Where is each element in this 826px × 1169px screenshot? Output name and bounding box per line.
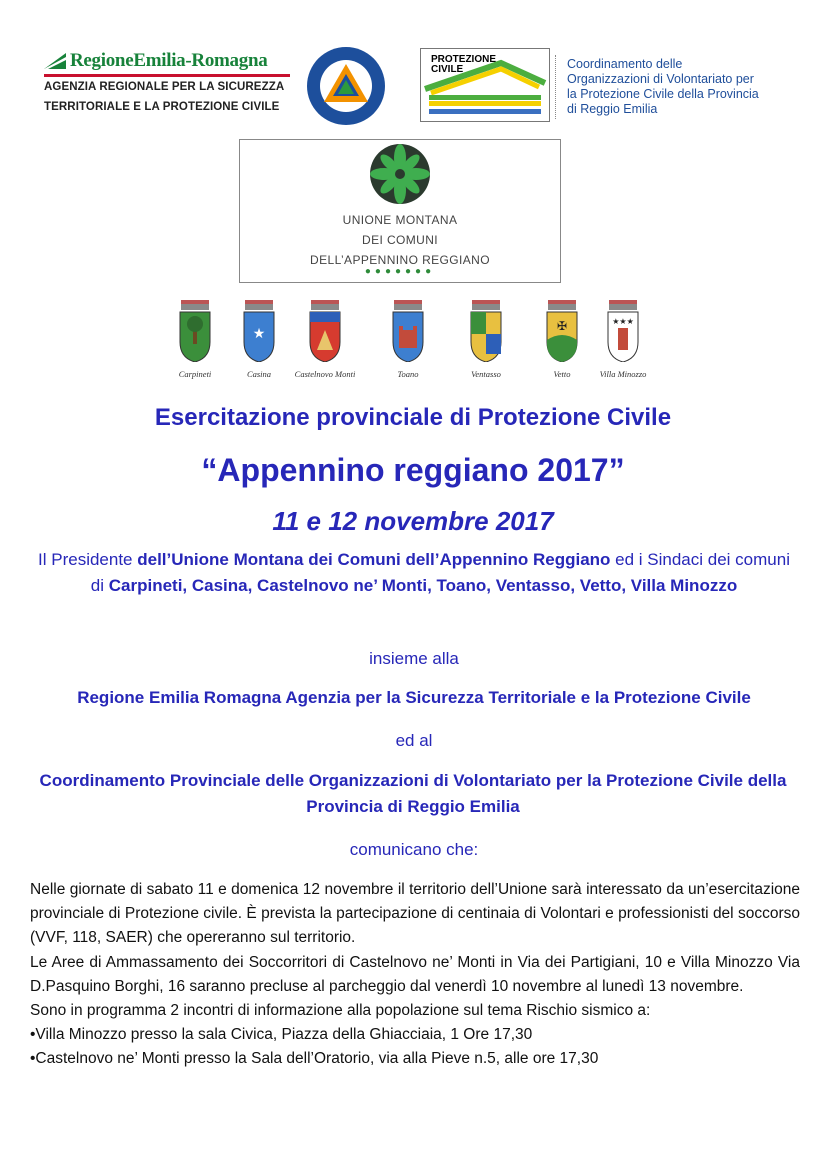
crest-carpineti [160, 300, 230, 379]
crest-name-carpineti: Carpineti [178, 369, 212, 379]
intro-part-c: ed i Sindaci dei comuni di [90, 550, 790, 595]
event-title: Esercitazione provinciale di Protezione Civile [154, 404, 672, 431]
header-divider [555, 55, 557, 119]
body-bullet-2: •Castelnovo ne’ Monti presso la Sala dell’Oratorio, via alla Pieve n.5, alle ore 17,30 [30, 1050, 599, 1068]
ventasso-crest-icon [466, 300, 506, 362]
svg-text:✠: ✠ [556, 319, 568, 333]
rer-logo-line1: AGENZIA REGIONALE PER LA SICUREZZA [44, 81, 285, 93]
leaf-emblem-icon [240, 140, 560, 210]
announcement-regione: Regione Emilia Romagna Agenzia per la Sicurezza Territoriale e la Protezione Civile [77, 688, 751, 707]
rer-agency-logo [44, 50, 294, 113]
union-line2: DEI COMUNI [362, 233, 438, 247]
crest-name-villa-minozzo: Villa Minozzo [599, 369, 647, 379]
event-subtitle: “Appennino reggiano 2017” [201, 452, 625, 488]
protezione-civile-volunteer-logo [420, 48, 550, 122]
crest-ventasso [451, 300, 521, 379]
union-line3: DELL’APPENNINO REGGIANO [310, 253, 490, 267]
rer-flag-icon [44, 53, 66, 69]
pc-box-line2: CIVILE [431, 64, 464, 75]
vetto-crest-icon [542, 300, 582, 362]
union-dots: ●●●●●●● [364, 266, 436, 277]
toano-crest-icon [388, 300, 428, 362]
body-paragraph-1: Nelle giornate di sabato 11 e domenica 12 novembre il territorio dell’Unione sarà interessato da un’esercitazione provinciale di Protezione civile. È prevista la partecipazione di centinaia di Volontari e professionisti del soccorso (VVF, 118, SAER) che opereranno sul territorio. [30, 881, 800, 947]
crest-name-casina: Casina [246, 369, 272, 379]
body-paragraph-3: Sono in programma 2 incontri di informazione alla popolazione sul tema Rischio sismico a: [30, 1002, 651, 1020]
crest-villa-minozzo [588, 300, 658, 379]
protezione-civile-seal [306, 46, 386, 126]
body-paragraph-2: Le Aree di Ammassamento dei Soccorritori di Castelnovo ne’ Monti in Via dei Partigiani, 10 e Villa Minozzo Via D.Pasquino Borghi, 16 saranno precluse al parcheggio dal venerdì 10 novembre al lunedì 13 novembre. [30, 953, 800, 995]
coordination-note [567, 57, 807, 117]
villa-minozzo-crest-icon [603, 300, 643, 362]
crest-toano [373, 300, 443, 379]
announcement-ed-al: ed al [395, 731, 433, 750]
rer-logo-name: RegioneEmilia-Romagna [70, 50, 268, 71]
intro-municipalities: Carpineti, Casina, Castelnovo ne’ Monti, Toano, Ventasso, Vetto, Villa Minozzo [108, 576, 738, 595]
intro-part-a: Il Presidente [38, 550, 138, 569]
pc-box-line1: PROTEZIONE [431, 54, 497, 65]
intro-union-name: dell’Unione Montana dei Comuni dell’Appennino Reggiano [137, 550, 611, 569]
crest-name-toano: Toano [397, 369, 419, 379]
announcement-insieme: insieme alla [369, 649, 459, 668]
casina-crest-icon [239, 300, 279, 362]
svg-text:★★★: ★★★ [612, 317, 634, 326]
body-text [30, 878, 800, 1072]
unione-montana-logo [239, 139, 561, 283]
crest-name-castelnovo: Castelnovo Monti [294, 369, 356, 379]
coord-note-line2: Organizzazioni di Volontariato per [567, 72, 754, 86]
union-line1: UNIONE MONTANA [342, 213, 458, 227]
announcement-coordinamento: Coordinamento Provinciale delle Organizzazioni di Volontariato per la Protezione Civile della Provincia di Reggio Emilia [39, 771, 787, 816]
crest-vetto [527, 300, 597, 379]
coord-note-line3: la Protezione Civile della Provincia [567, 87, 759, 101]
crest-name-ventasso: Ventasso [471, 369, 501, 379]
crest-castelnovo-monti [290, 300, 360, 379]
coord-note-line4: di Reggio Emilia [567, 102, 658, 116]
carpineti-crest-icon [175, 300, 215, 362]
announcement-intro [30, 547, 798, 599]
svg-text:★: ★ [252, 326, 266, 342]
event-date: 11 e 12 novembre 2017 [272, 506, 554, 536]
coord-note-line1: Coordinamento delle [567, 57, 683, 71]
protezione-civile-seal-icon [306, 46, 386, 126]
rer-logo-line2: TERRITORIALE E LA PROTEZIONE CIVILE [44, 101, 280, 113]
rer-logo-divider [44, 74, 290, 77]
crest-casina [224, 300, 294, 379]
announcement-comunicano: comunicano che: [349, 840, 479, 859]
body-bullet-1: •Villa Minozzo presso la sala Civica, Piazza della Ghiacciaia, 1 Ore 17,30 [30, 1026, 533, 1044]
crest-name-vetto: Vetto [553, 369, 571, 379]
castelnovo-crest-icon [305, 300, 345, 362]
